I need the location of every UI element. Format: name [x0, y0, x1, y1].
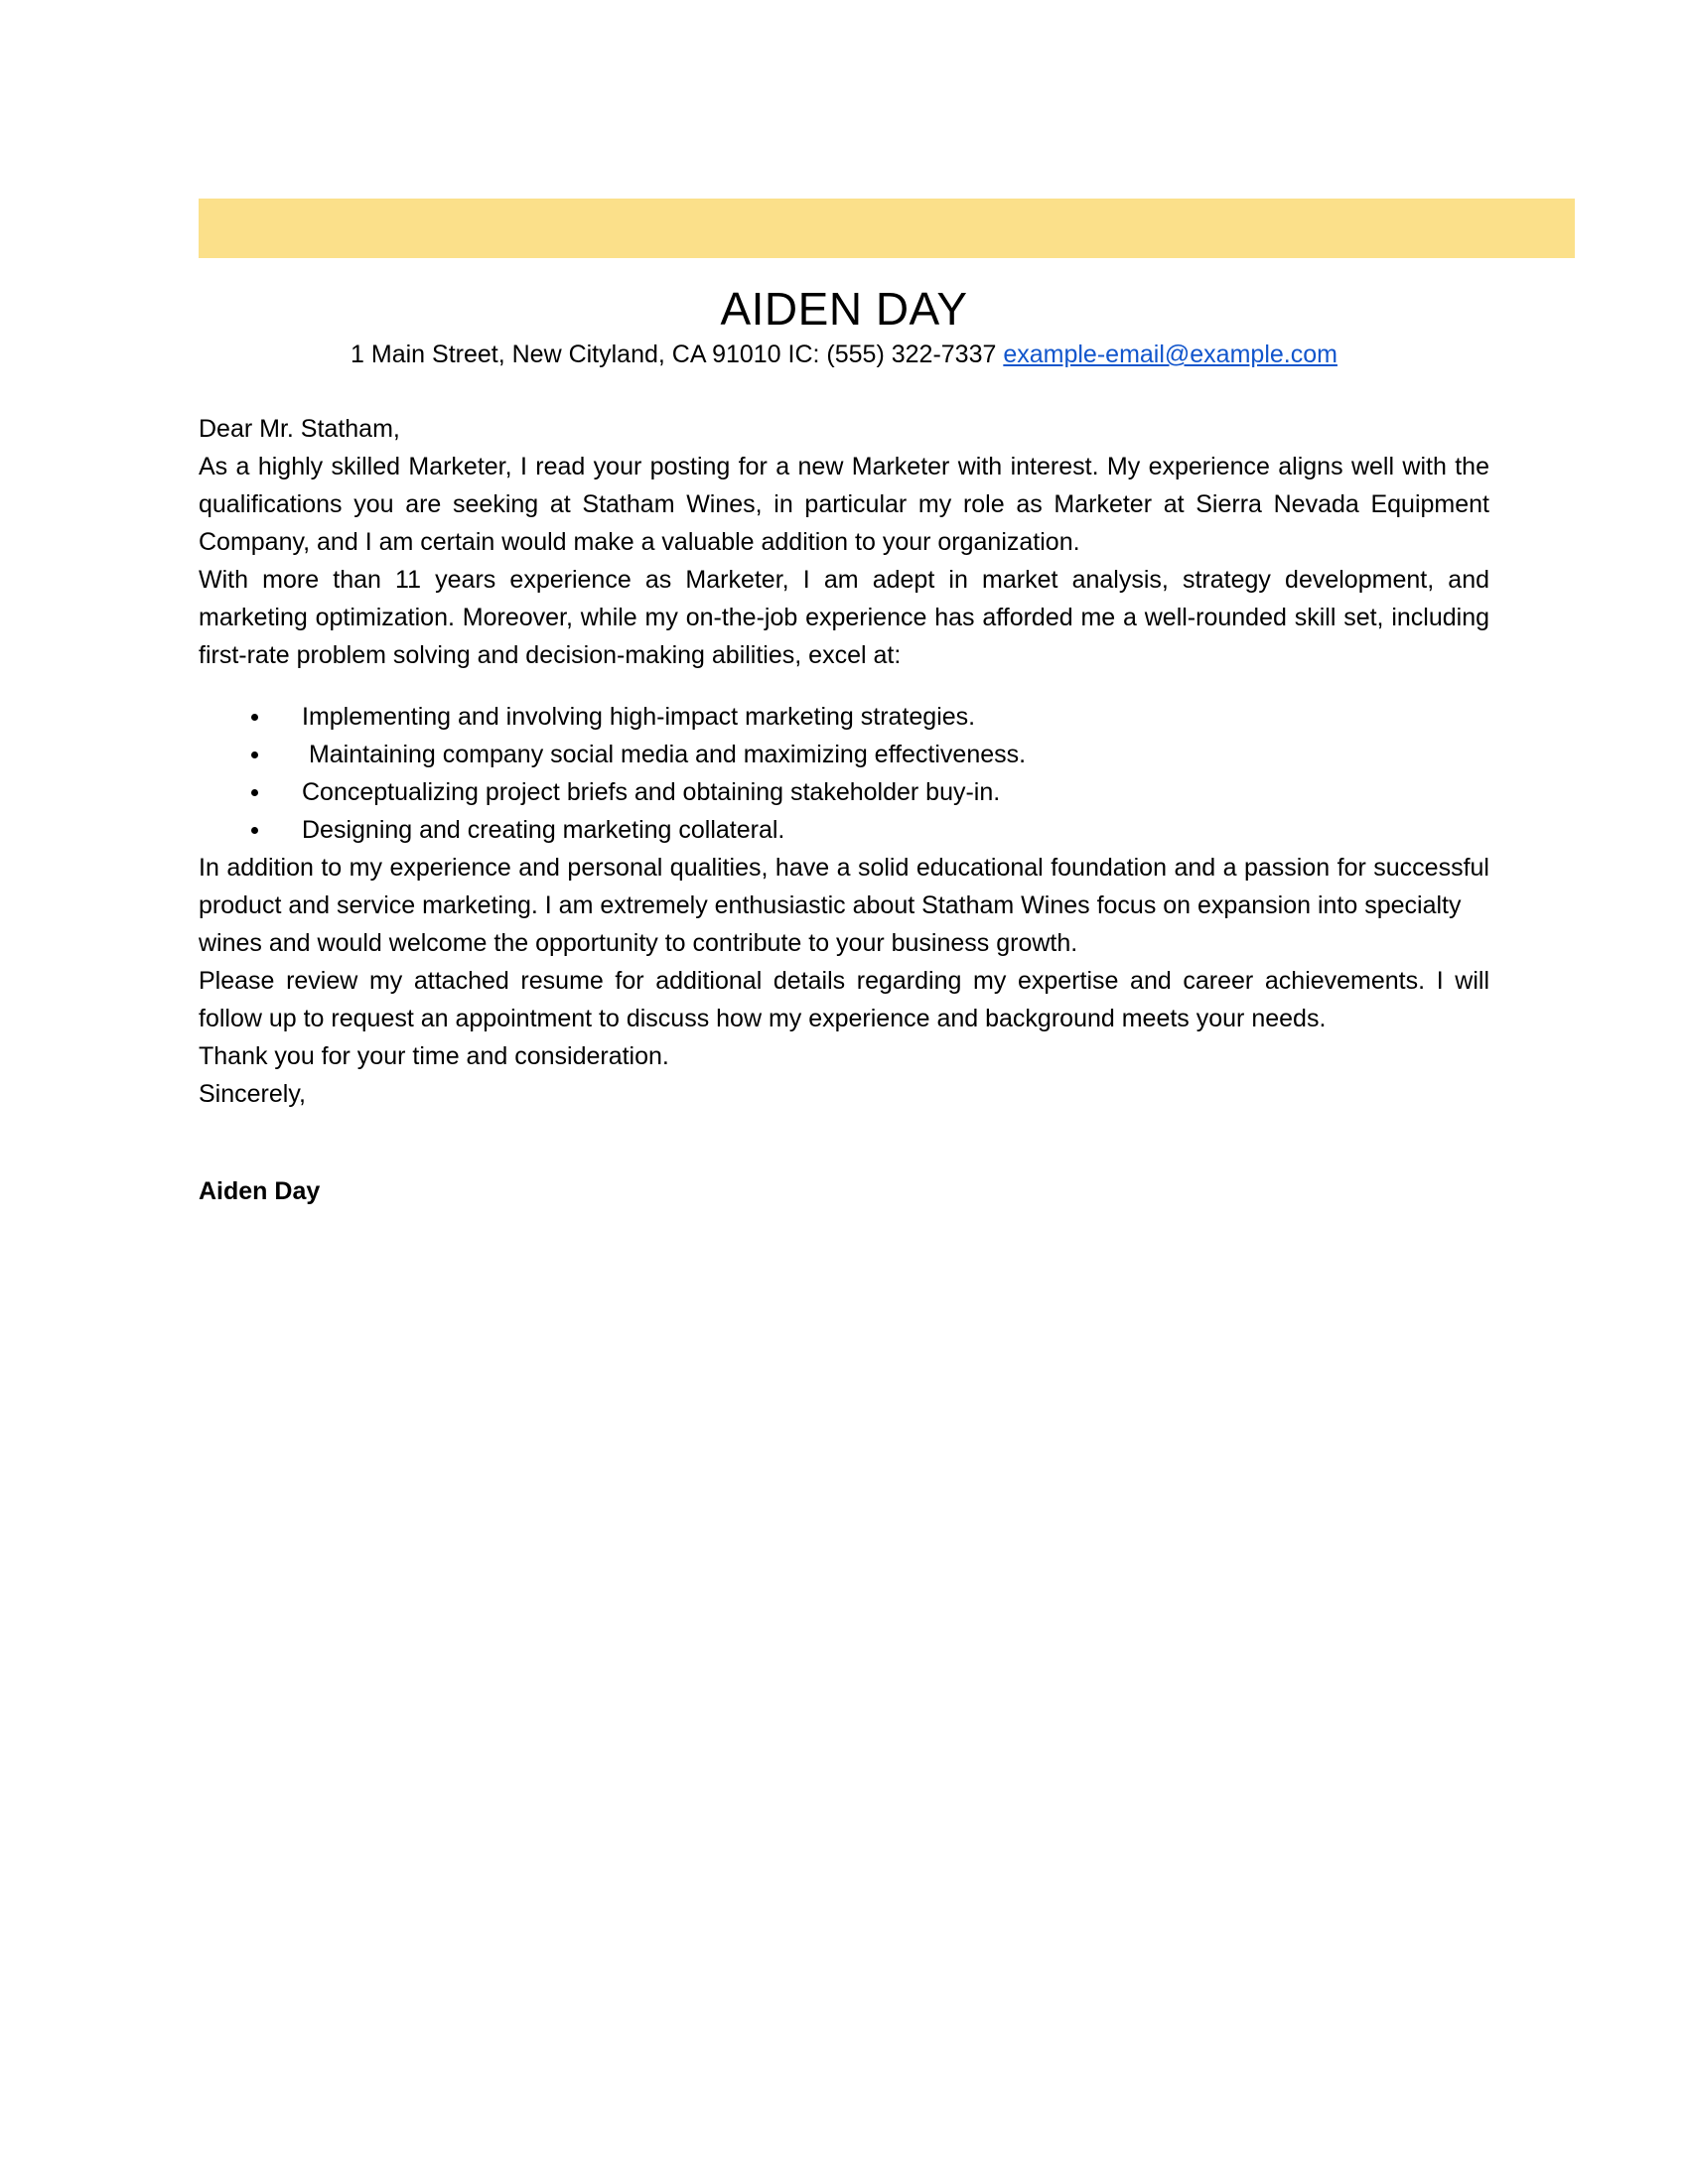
closing-thanks: Thank you for your time and consideration. — [199, 1042, 669, 1070]
paragraph-resume: Please review my attached resume for additional details regarding my expertise and career achievements. I will follow up to request an appointment to discuss how my experience and background meets your needs. — [199, 967, 1489, 1032]
list-item — [199, 773, 1489, 811]
paragraph-education-line1: In addition to my experience and personal qualities, have a solid educational foundation and a passion for successful product and service marketing. I am extremely enthusiastic about Statham Wines focus on expansion into specialty — [199, 854, 1489, 919]
bullet-text: Implementing and involving high-impact marketing strategies. — [302, 703, 976, 731]
paragraph-experience: With more than 11 years experience as Marketer, I am adept in market analysis, strategy development, and marketing optimization. Moreover, while my on-the-job experience has afforded me a well-rounded skill set, including first-rate problem solving and decision-making abilities, excel at: — [199, 566, 1489, 669]
closing — [199, 1037, 1489, 1113]
paragraph-education-line2: wines and would welcome the opportunity to contribute to your business growth. — [199, 929, 1078, 957]
paragraph-intro: As a highly skilled Marketer, I read your posting for a new Marketer with interest. My experience aligns well with the qualifications you are seeking at Statham Wines, in particular my role as Marketer at Sierra Nevada Equipment Company, and I am certain would make a valuable addition to your organization. — [199, 453, 1489, 556]
bullet-icon — [251, 827, 258, 834]
closing-signoff: Sincerely, — [199, 1080, 306, 1108]
paragraph-education — [199, 849, 1489, 962]
list-item — [199, 698, 1489, 736]
bullet-icon — [251, 714, 258, 721]
contact-line — [199, 337, 1489, 372]
bullet-text: Conceptualizing project briefs and obtaining stakeholder buy-in. — [302, 778, 1001, 806]
letter-content — [199, 258, 1489, 1210]
accent-bar — [199, 199, 1575, 258]
signature-name: Aiden Day — [199, 1177, 321, 1205]
email-link[interactable]: example-email@example.com — [1003, 341, 1337, 368]
bullet-icon — [251, 789, 258, 796]
salutation: Dear Mr. Statham, — [199, 415, 400, 443]
skills-bullet-list — [199, 698, 1489, 849]
list-item — [199, 736, 1489, 773]
contact-address-phone: 1 Main Street, New Cityland, CA 91010 IC: (555) 322-7337 — [351, 341, 997, 368]
bullet-text: Designing and creating marketing collateral. — [302, 816, 785, 844]
bullet-text: Maintaining company social media and maximizing effectiveness. — [302, 741, 1027, 768]
bullet-icon — [251, 751, 258, 758]
applicant-name: AIDEN DAY — [720, 283, 968, 335]
list-item — [199, 811, 1489, 849]
